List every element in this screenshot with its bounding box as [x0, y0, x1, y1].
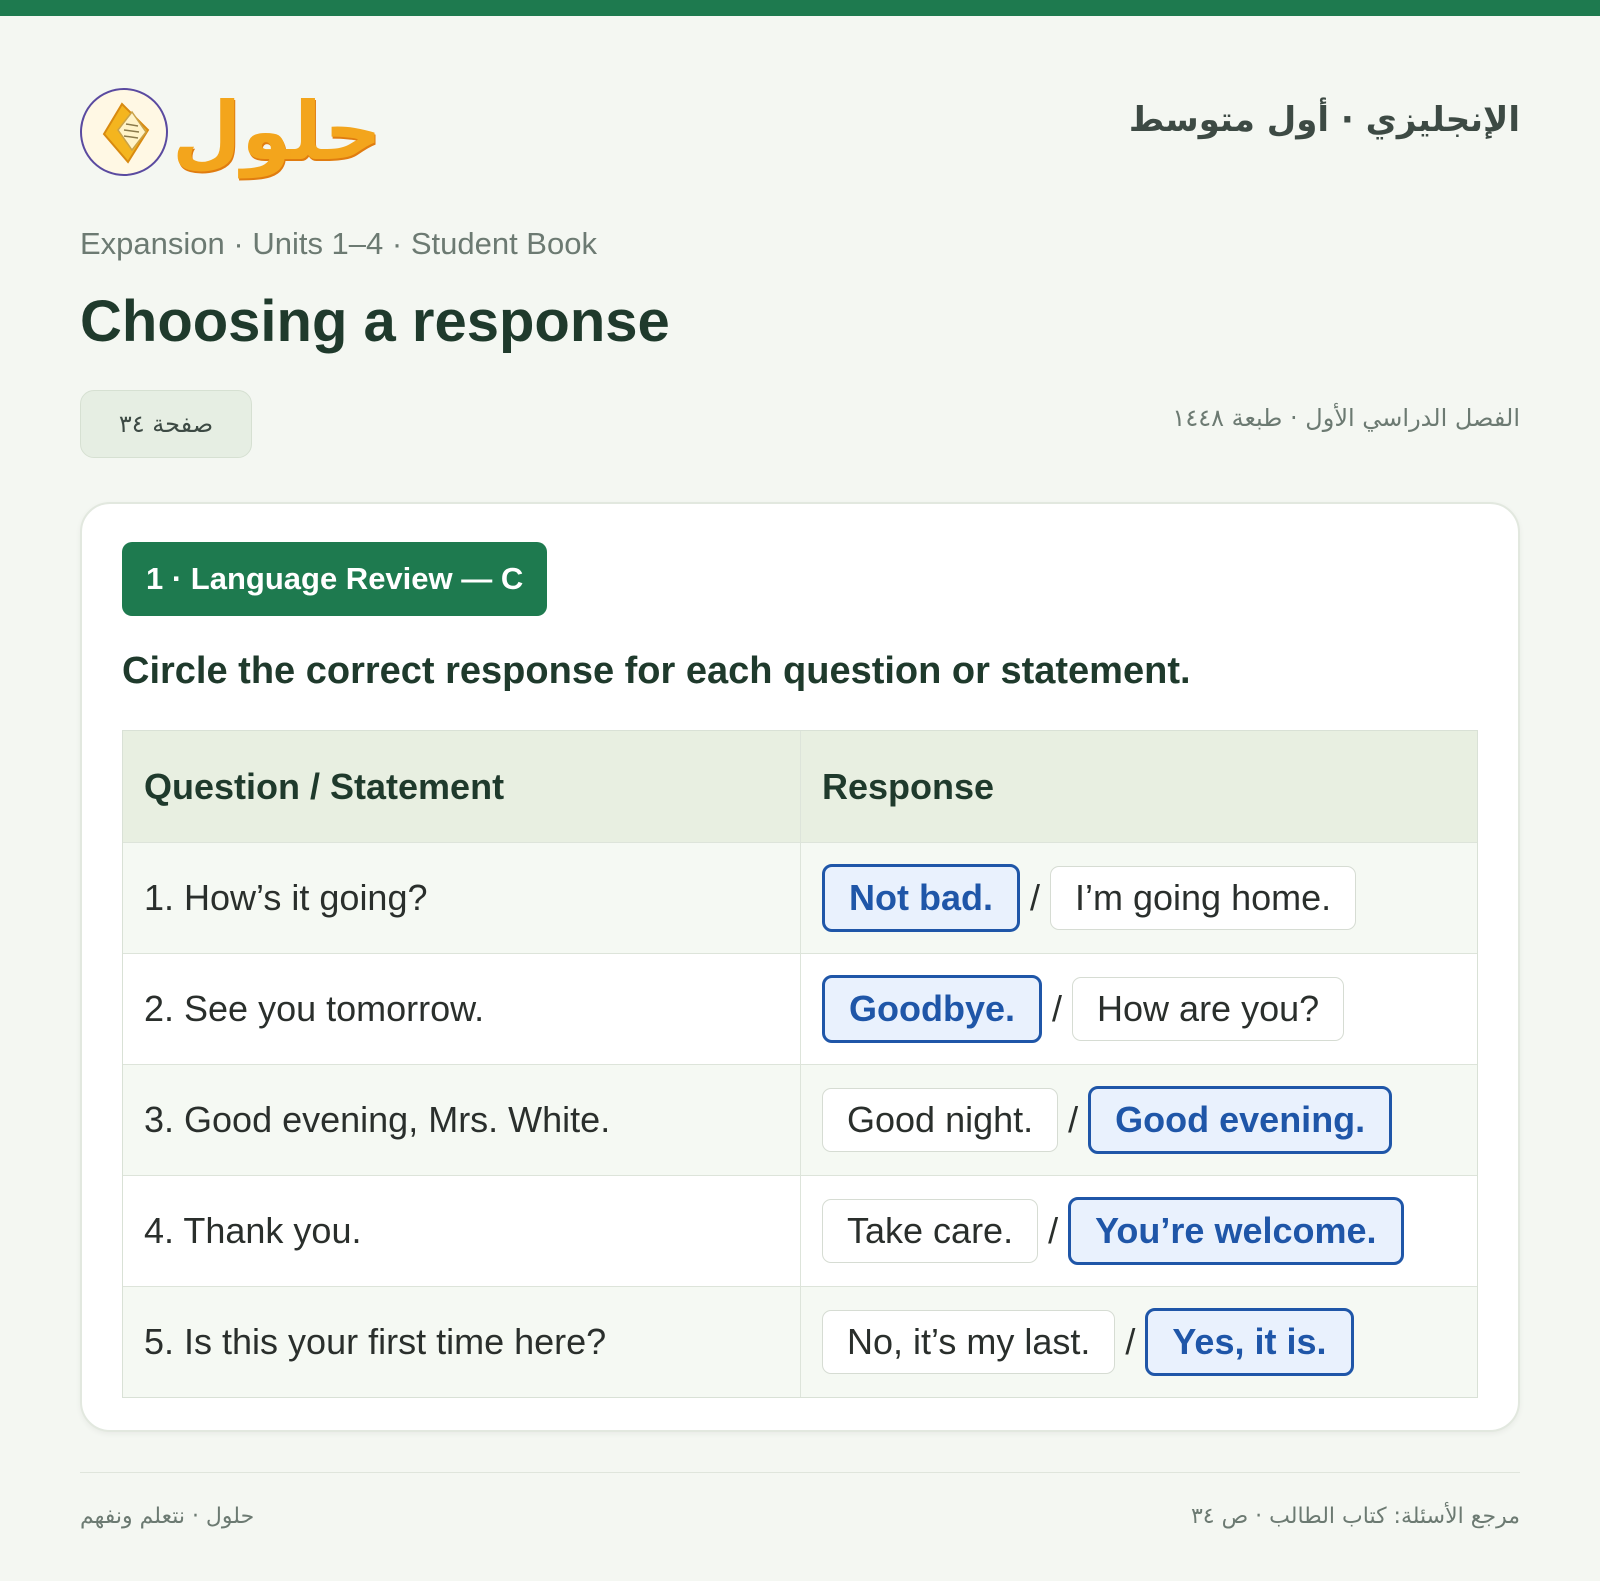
option-separator: /	[1029, 877, 1040, 918]
response-option-selected[interactable]: Not bad.	[822, 864, 1020, 932]
page-number-chip: صفحة ٣٤	[80, 390, 252, 458]
question-text: 3. Good evening, Mrs. White.	[144, 1099, 611, 1140]
table-row	[123, 1064, 1477, 1175]
top-accent-bar	[0, 0, 1600, 16]
logo-text: حلول	[172, 85, 382, 178]
response-option-selected[interactable]: You’re welcome.	[1068, 1197, 1403, 1265]
page-title: Choosing a response	[80, 289, 670, 354]
book-icon	[80, 88, 168, 176]
logo	[80, 85, 382, 178]
table-header-row	[123, 731, 1477, 842]
option-separator: /	[1048, 1210, 1059, 1251]
question-text: 1. How’s it going?	[144, 877, 428, 918]
response-option-selected[interactable]: Yes, it is.	[1145, 1308, 1353, 1376]
column-header-response: Response	[822, 765, 995, 807]
response-option[interactable]: Good night.	[822, 1088, 1058, 1152]
semester-label: الفصل الدراسي الأول · طبعة ١٤٤٨	[1172, 404, 1520, 432]
option-separator: /	[1068, 1099, 1079, 1140]
footer-brand: حلول · نتعلم ونفهم	[80, 1504, 255, 1529]
response-option[interactable]: No, it’s my last.	[822, 1310, 1115, 1374]
section-badge: 1 · Language Review — C	[122, 542, 547, 616]
response-option-selected[interactable]: Good evening.	[1088, 1086, 1392, 1154]
response-option[interactable]: Take care.	[822, 1199, 1038, 1263]
header	[80, 70, 1520, 180]
breadcrumb: Expansion · Units 1–4 · Student Book	[80, 226, 597, 261]
response-option[interactable]: I’m going home.	[1050, 866, 1356, 930]
footer-reference: مرجع الأسئلة: كتاب الطالب · ص ٣٤	[1190, 1504, 1520, 1529]
exercise-card	[80, 502, 1520, 1432]
responses-table	[122, 730, 1478, 1398]
response-option-selected[interactable]: Goodbye.	[822, 975, 1042, 1043]
question-text: 4. Thank you.	[144, 1210, 362, 1251]
table-row	[123, 842, 1477, 953]
option-separator: /	[1052, 988, 1063, 1029]
table-row	[123, 953, 1477, 1064]
column-header-question: Question / Statement	[144, 765, 505, 807]
footer-divider	[80, 1472, 1520, 1473]
table-row	[123, 1286, 1477, 1397]
instruction: Circle the correct response for each question or statement.	[122, 650, 1191, 692]
option-separator: /	[1125, 1321, 1136, 1362]
subject-title: الإنجليزي · أول متوسط	[1128, 100, 1520, 140]
response-option[interactable]: How are you?	[1072, 977, 1344, 1041]
question-text: 5. Is this your first time here?	[144, 1321, 607, 1362]
question-text: 2. See you tomorrow.	[144, 988, 485, 1029]
table-row	[123, 1175, 1477, 1286]
